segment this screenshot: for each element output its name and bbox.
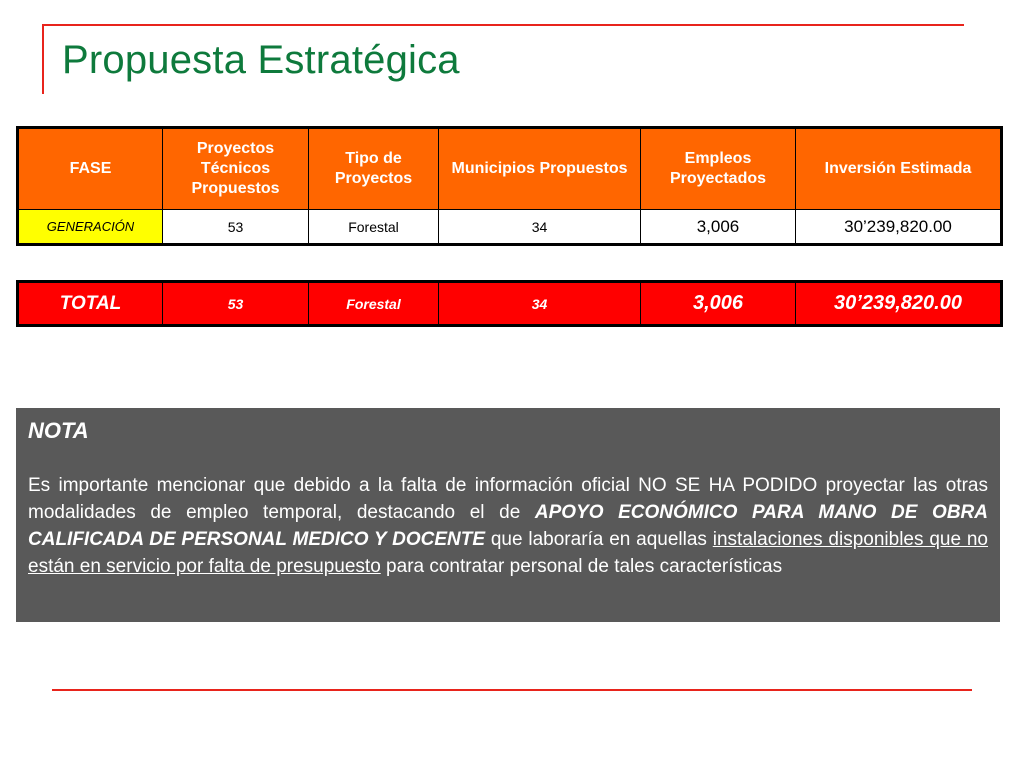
table-header-row	[18, 128, 1002, 210]
cell-inversion: 30’239,820.00	[796, 210, 1002, 245]
total-tipo: Forestal	[309, 282, 439, 326]
header-inversion: Inversión Estimada	[796, 128, 1002, 210]
page-title: Propuesta Estratégica	[62, 38, 460, 82]
cell-tipo: Forestal	[309, 210, 439, 245]
header-tipo: Tipo de Proyectos	[309, 128, 439, 210]
cell-empleos: 3,006	[641, 210, 796, 245]
total-label: TOTAL	[18, 282, 163, 326]
cell-proyectos: 53	[163, 210, 309, 245]
total-inversion: 30’239,820.00	[796, 282, 1002, 326]
header-proyectos: Proyectos Técnicos Propuestos	[163, 128, 309, 210]
projects-table	[16, 126, 1003, 246]
note-text-2: que laboraría en aquellas	[485, 529, 713, 550]
note-text-3: para contratar personal de tales características	[380, 556, 783, 577]
note-underlined: instalaciones disponibles que no están en servicio por falta de presupuesto	[28, 529, 988, 577]
total-row	[18, 282, 1002, 326]
bottom-rule	[52, 689, 972, 691]
left-rule	[42, 24, 44, 94]
note-body	[28, 472, 988, 580]
note-text-1: Es importante mencionar que debido a la falta de información oficial NO SE HA PODIDO proyectar las otras modalidades de empleo temporal, destacando el de	[28, 475, 988, 523]
total-municipios: 34	[439, 282, 641, 326]
note-box	[16, 408, 1000, 622]
table-row	[18, 210, 1002, 245]
cell-fase: GENERACIÓN	[18, 210, 163, 245]
note-heading: NOTA	[28, 418, 89, 443]
total-proyectos: 53	[163, 282, 309, 326]
header-fase: FASE	[18, 128, 163, 210]
note-emphasis: APOYO ECONÓMICO PARA MANO DE OBRA CALIFICADA DE PERSONAL MEDICO Y DOCENTE	[28, 502, 988, 550]
header-municipios: Municipios Propuestos	[439, 128, 641, 210]
header-empleos: Empleos Proyectados	[641, 128, 796, 210]
cell-municipios: 34	[439, 210, 641, 245]
total-empleos: 3,006	[641, 282, 796, 326]
top-rule	[42, 24, 964, 26]
total-table	[16, 280, 1003, 327]
